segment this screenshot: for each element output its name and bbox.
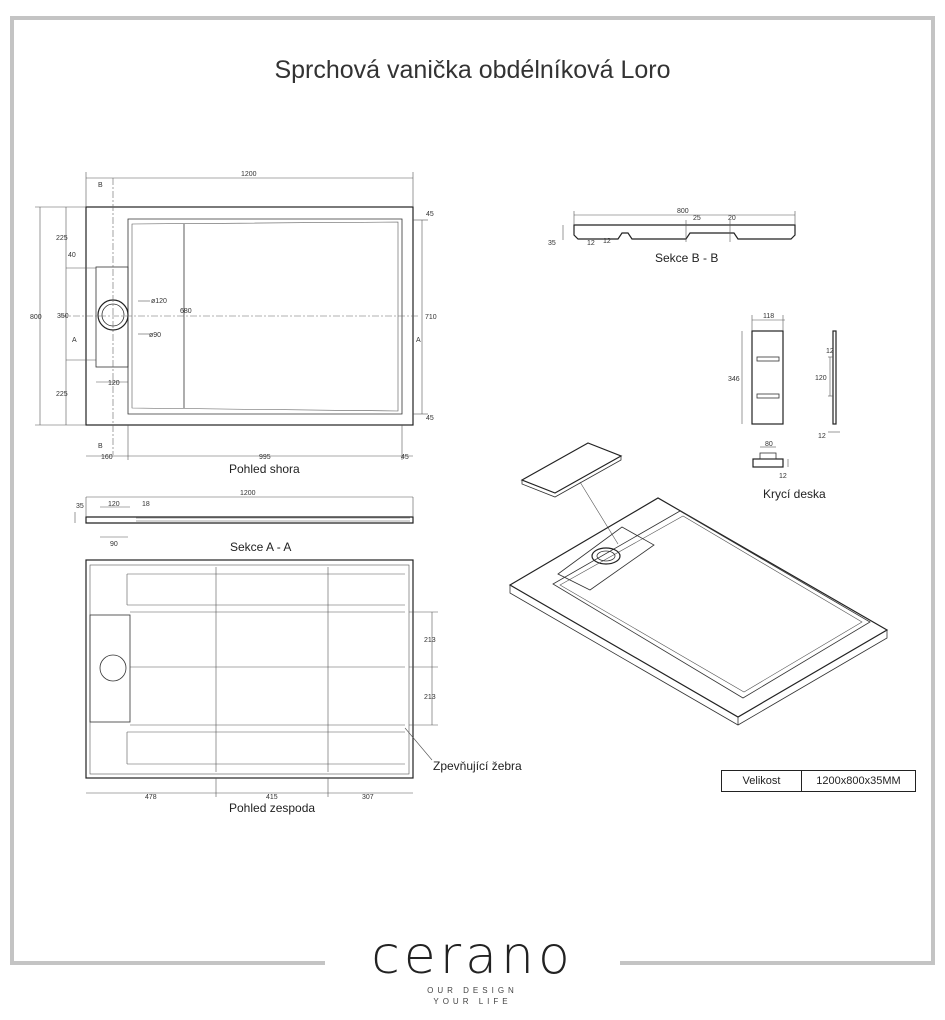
- dim-bb-20: 20: [728, 215, 736, 222]
- section-aa: [75, 490, 413, 554]
- dim-aa-18: 18: [142, 501, 150, 508]
- dim-top-710: 710: [425, 314, 437, 321]
- dim-cover-120: 120: [815, 375, 827, 382]
- dim-bottom-415: 415: [266, 794, 278, 801]
- spec-table: [721, 770, 916, 792]
- dim-aa-width: 1200: [240, 490, 256, 497]
- dim-top-45-right: 45: [401, 454, 409, 461]
- caption-section-bb: Sekce B - B: [655, 251, 719, 265]
- dim-bb-width: 800: [677, 208, 689, 215]
- dim-aa-35: 35: [76, 503, 84, 510]
- dim-top-680: 680: [180, 308, 192, 315]
- dim-top-225a: 225: [56, 235, 68, 242]
- brand-logo: cerano: [371, 926, 574, 986]
- dim-bottom-307: 307: [362, 794, 374, 801]
- spec-label: Velikost: [722, 771, 802, 791]
- section-bb: [548, 208, 795, 265]
- top-view: [30, 171, 437, 476]
- dim-top-width: 1200: [241, 171, 257, 178]
- section-mark-a-right: A: [416, 337, 421, 344]
- brand-slogan-line-1: OUR DESIGN: [427, 986, 518, 995]
- dim-top-drain-inner: ø90: [149, 332, 162, 339]
- dim-bb-35: 35: [548, 240, 556, 247]
- section-mark-b-top: B: [98, 182, 103, 189]
- caption-top-view: Pohled shora: [229, 462, 300, 476]
- section-mark-a-left: A: [72, 337, 77, 344]
- dim-top-45-bottom: 45: [426, 415, 434, 422]
- dim-cover-12c: 12: [779, 473, 787, 480]
- dim-top-40: 40: [68, 252, 76, 259]
- dim-top-length: 800: [30, 314, 42, 321]
- isometric-view: [510, 443, 887, 725]
- dim-cover-118: 118: [763, 313, 775, 320]
- dim-bb-12a: 12: [587, 240, 595, 247]
- dim-top-350: 350: [57, 313, 69, 320]
- dim-bottom-213a: 213: [424, 637, 436, 644]
- dim-cover-80: 80: [765, 441, 773, 448]
- dim-top-160: 160: [101, 454, 113, 461]
- caption-bottom-view: Pohled zespoda: [229, 801, 316, 815]
- dim-top-120: 120: [108, 380, 120, 387]
- cover-plate: [728, 313, 840, 501]
- dim-aa-120: 120: [108, 501, 120, 508]
- sheet-title: Sprchová vanička obdélníková Loro: [274, 56, 671, 84]
- brand-slogan-line-2: YOUR LIFE: [433, 997, 512, 1006]
- dim-top-995: 995: [259, 454, 271, 461]
- dim-cover-346: 346: [728, 376, 740, 383]
- dim-cover-12b: 12: [818, 433, 826, 440]
- dim-bb-25: 25: [693, 215, 701, 222]
- dim-bottom-478: 478: [145, 794, 157, 801]
- bottom-view: [86, 560, 522, 815]
- dim-top-45-top: 45: [426, 211, 434, 218]
- dim-bottom-213b: 213: [424, 694, 436, 701]
- caption-cover-plate: Krycí deska: [763, 487, 826, 501]
- caption-section-aa: Sekce A - A: [230, 540, 292, 554]
- ribs-label: Zpevňující žebra: [433, 759, 522, 773]
- dim-cover-12a: 12: [826, 348, 834, 355]
- spec-value: 1200x800x35MM: [816, 775, 901, 787]
- dim-top-225b: 225: [56, 391, 68, 398]
- dim-bb-12b: 12: [603, 238, 611, 245]
- section-mark-b-bottom: B: [98, 443, 103, 450]
- dim-aa-90: 90: [110, 541, 118, 548]
- dim-top-drain-outer: ø120: [151, 298, 167, 305]
